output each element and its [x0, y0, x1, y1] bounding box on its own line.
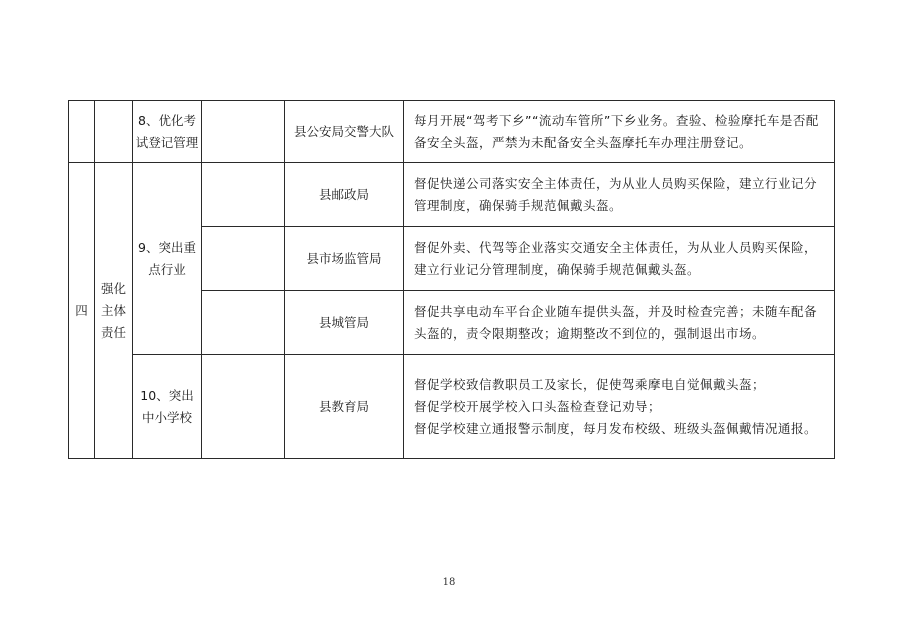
- item-label: 10、突出中小学校: [140, 387, 194, 425]
- item-cell: [133, 163, 202, 355]
- table-row: [69, 355, 835, 459]
- section-title-cell: [95, 163, 133, 459]
- dept-label: 县市场监管局: [306, 250, 382, 266]
- desc-cell: [404, 355, 835, 459]
- desc-cell: [404, 227, 835, 291]
- dept-label: 县城管局: [318, 314, 369, 330]
- section-title: 强化主体责任: [100, 280, 126, 340]
- blank-cell: [202, 291, 285, 355]
- desc-text: 每月开展“驾考下乡”“流动车管所”下乡业务。查验、检验摩托车是否配备安全头盔，严禁为未配备安全头盔摩托车办理注册登记。: [414, 112, 819, 150]
- dept-cell: [285, 291, 404, 355]
- desc-line: 督促学校建立通报警示制度，每月发布校级、班级头盔佩戴情况通报。: [414, 420, 818, 436]
- page-number: 18: [442, 577, 456, 588]
- desc-line: 督促学校致信教职员工及家长，促使驾乘摩电自觉佩戴头盔；: [414, 376, 766, 392]
- item-label: 8、优化考试登记管理: [135, 112, 199, 150]
- section-number: 四: [69, 163, 95, 459]
- desc-line: 督促学校开展学校入口头盔检查登记劝导；: [414, 398, 662, 414]
- blank-cell: [202, 355, 285, 459]
- dept-label: 县教育局: [318, 398, 369, 414]
- desc-cell: [404, 163, 835, 227]
- dept-cell: [285, 101, 404, 163]
- dept-cell: [285, 227, 404, 291]
- dept-label: 县公安局交警大队: [293, 123, 394, 139]
- dept-cell: [285, 355, 404, 459]
- desc-cell: [404, 101, 835, 163]
- desc-cell: [404, 291, 835, 355]
- blank-cell: [202, 101, 285, 163]
- desc-text: 督促外卖、代驾等企业落实交通安全主体责任，为从业人员购买保险，建立行业记分管理制度，确保骑手规范佩戴头盔。: [414, 239, 818, 277]
- section-title-cell-empty: [95, 101, 133, 163]
- measures-table: [68, 100, 835, 459]
- item-cell: [133, 101, 202, 163]
- table-row: [69, 101, 835, 163]
- desc-text: 督促快递公司落实安全主体责任，为从业人员购买保险，建立行业记分管理制度，确保骑手规范佩戴头盔。: [414, 175, 818, 213]
- dept-label: 县邮政局: [318, 186, 369, 202]
- blank-cell: [202, 227, 285, 291]
- item-cell: [133, 355, 202, 459]
- blank-cell: [202, 163, 285, 227]
- dept-cell: [285, 163, 404, 227]
- table-row: [69, 163, 835, 227]
- item-label: 9、突出重点行业: [138, 239, 196, 277]
- desc-text: 督促共享电动车平台企业随车提供头盔，并及时检查完善；未随车配备头盔的，责令限期整改；逾期整改不到位的，强制退出市场。: [414, 303, 818, 341]
- section-number-cell-empty: [69, 101, 95, 163]
